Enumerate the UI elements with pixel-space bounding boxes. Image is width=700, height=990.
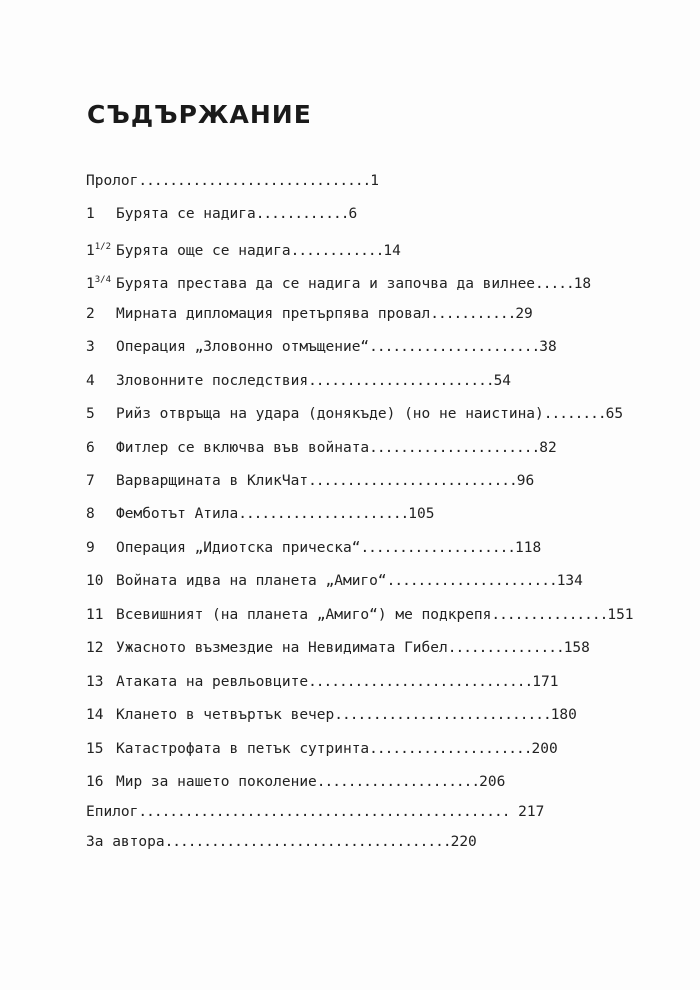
chapter-number [86, 638, 116, 658]
chapter-title: Операция „Зловонно отмъщение“ [116, 339, 370, 355]
chapter-number-value: 3 [86, 339, 95, 355]
toc-entry [86, 504, 434, 524]
toc-entry [86, 638, 590, 658]
chapter-number-value: 15 [86, 741, 104, 757]
leader-dots: ..................................... [164, 834, 451, 850]
chapter-title: Бурята престава да се надига и започва да вилнее [116, 276, 536, 292]
chapter-title: Войната идва на планета „Амиго“ [116, 573, 387, 589]
leader-dots: ........................... [308, 473, 517, 489]
toc-entry [86, 171, 379, 191]
chapter-title: Пролог [86, 173, 139, 189]
chapter-number [86, 204, 116, 224]
page-number: 180 [550, 707, 577, 723]
page-number: 171 [532, 674, 559, 690]
chapter-title: Катастрофата в петък сутринта [116, 741, 370, 757]
page-title: СЪДЪРЖАНИЕ [87, 100, 312, 129]
chapter-number [86, 605, 116, 625]
chapter-number [86, 438, 116, 458]
leader-dots: ..... [535, 276, 574, 292]
toc-entry [86, 705, 577, 725]
leader-dots: ...................... [369, 440, 540, 456]
toc-entry [86, 337, 557, 357]
chapter-title: Атаката на ревльовците [116, 674, 309, 690]
leader-dots: ........................ [308, 373, 494, 389]
chapter-number-value: 16 [86, 774, 104, 790]
toc-entry [86, 832, 477, 852]
chapter-title: Варварщината в КликЧат [116, 473, 309, 489]
chapter-number-value: 1 [86, 276, 95, 292]
chapter-number-value: 5 [86, 406, 95, 422]
chapter-title: Бурята се надига [116, 206, 256, 222]
chapter-title: Фитлер се включва във войната [116, 440, 370, 456]
page-number: 82 [539, 440, 557, 456]
toc-entry [86, 204, 357, 224]
leader-dots: ..................... [369, 741, 532, 757]
toc-entry [86, 538, 541, 558]
leader-dots: ...................... [238, 506, 409, 522]
leader-dots: ...................... [369, 339, 540, 355]
leader-dots: ............................ [334, 707, 551, 723]
page-number: 1 [370, 173, 380, 189]
page-number: 14 [383, 243, 401, 259]
toc-entry [86, 672, 558, 692]
chapter-number-value: 9 [86, 540, 95, 556]
page-number: 217 [509, 804, 545, 820]
toc-entry [86, 471, 534, 491]
leader-dots: ............... [491, 607, 608, 623]
page-number: 158 [563, 640, 590, 656]
leader-dots: ...................... [386, 573, 557, 589]
chapter-number [86, 337, 116, 357]
toc-entry [86, 404, 623, 424]
chapter-number [86, 571, 116, 591]
chapter-number [86, 772, 116, 792]
chapter-number [86, 705, 116, 725]
leader-dots: ........ [543, 406, 606, 422]
toc-entry [86, 605, 634, 625]
page-number: 134 [556, 573, 583, 589]
toc-entry [86, 571, 583, 591]
chapter-number [86, 270, 116, 294]
chapter-title: Мир за нашето поколение [116, 774, 317, 790]
page-number: 18 [573, 276, 592, 292]
page-number: 96 [516, 473, 535, 489]
leader-dots: ............................. [308, 674, 533, 690]
toc-entry [86, 772, 505, 792]
chapter-number-fraction: 1/2 [94, 242, 111, 252]
chapter-number-value: 1 [86, 243, 95, 259]
chapter-number [86, 739, 116, 759]
chapter-number-value: 6 [86, 440, 95, 456]
chapter-title: Ужасното възмездие на Невидимата Гибел [116, 640, 448, 656]
page-number: 200 [531, 741, 558, 757]
chapter-number-value: 8 [86, 506, 95, 522]
chapter-number [86, 404, 116, 424]
leader-dots: ..................... [316, 774, 480, 790]
leader-dots: .............................. [138, 173, 371, 189]
chapter-number-value: 14 [86, 707, 104, 723]
chapter-title: Мирната дипломация претърпява провал [116, 306, 431, 322]
chapter-number-value: 2 [86, 306, 95, 322]
chapter-number-value: 7 [86, 473, 95, 489]
chapter-number [86, 371, 116, 391]
toc-entry [86, 802, 544, 822]
chapter-number [86, 672, 116, 692]
chapter-title: Зловонните последствия [116, 373, 309, 389]
chapter-title: Всевишният (на планета „Амиго“) ме подкрепя [116, 607, 492, 623]
chapter-title: Епилог [86, 804, 139, 820]
toc-entry [86, 371, 511, 391]
leader-dots: ............... [447, 640, 564, 656]
toc-entry [86, 270, 591, 294]
leader-dots: ........... [430, 306, 516, 322]
toc-entry [86, 438, 557, 458]
chapter-number-fraction: 3/4 [94, 275, 111, 285]
chapter-title: Операция „Идиотска прическа“ [116, 540, 361, 556]
page-number: 220 [450, 834, 477, 850]
page-number: 65 [605, 406, 624, 422]
page-number: 29 [515, 306, 533, 322]
toc-entry [86, 237, 401, 261]
chapter-number-value: 12 [86, 640, 104, 656]
chapter-number [86, 504, 116, 524]
toc-entry [86, 739, 558, 759]
page-number: 206 [479, 774, 506, 790]
toc-entry [86, 304, 533, 324]
page-number: 151 [607, 607, 634, 623]
chapter-title: Рийз отвръща на удара (донякъде) (но не наистина) [116, 406, 544, 422]
chapter-number-value: 1 [86, 206, 95, 222]
leader-dots: .................... [360, 540, 516, 556]
chapter-number [86, 304, 116, 324]
chapter-number-value: 11 [86, 607, 104, 623]
chapter-title: Бурята още се надига [116, 243, 291, 259]
chapter-number-value: 13 [86, 674, 104, 690]
leader-dots: ............ [290, 243, 384, 259]
page-number: 105 [408, 506, 435, 522]
chapter-title: За автора [86, 834, 165, 850]
chapter-title: Фембoтът Атила [116, 506, 239, 522]
chapter-number [86, 237, 116, 261]
chapter-number [86, 538, 116, 558]
chapter-number-value: 4 [86, 373, 95, 389]
page-number: 38 [539, 339, 557, 355]
page-number: 6 [348, 206, 358, 222]
leader-dots: ............ [255, 206, 349, 222]
chapter-title: Кланeтo в четвъртък вечер [116, 707, 335, 723]
chapter-number [86, 471, 116, 491]
page-number: 54 [493, 373, 512, 389]
chapter-number-value: 10 [86, 573, 104, 589]
page-number: 118 [515, 540, 542, 556]
leader-dots: ................................................ [138, 804, 510, 820]
